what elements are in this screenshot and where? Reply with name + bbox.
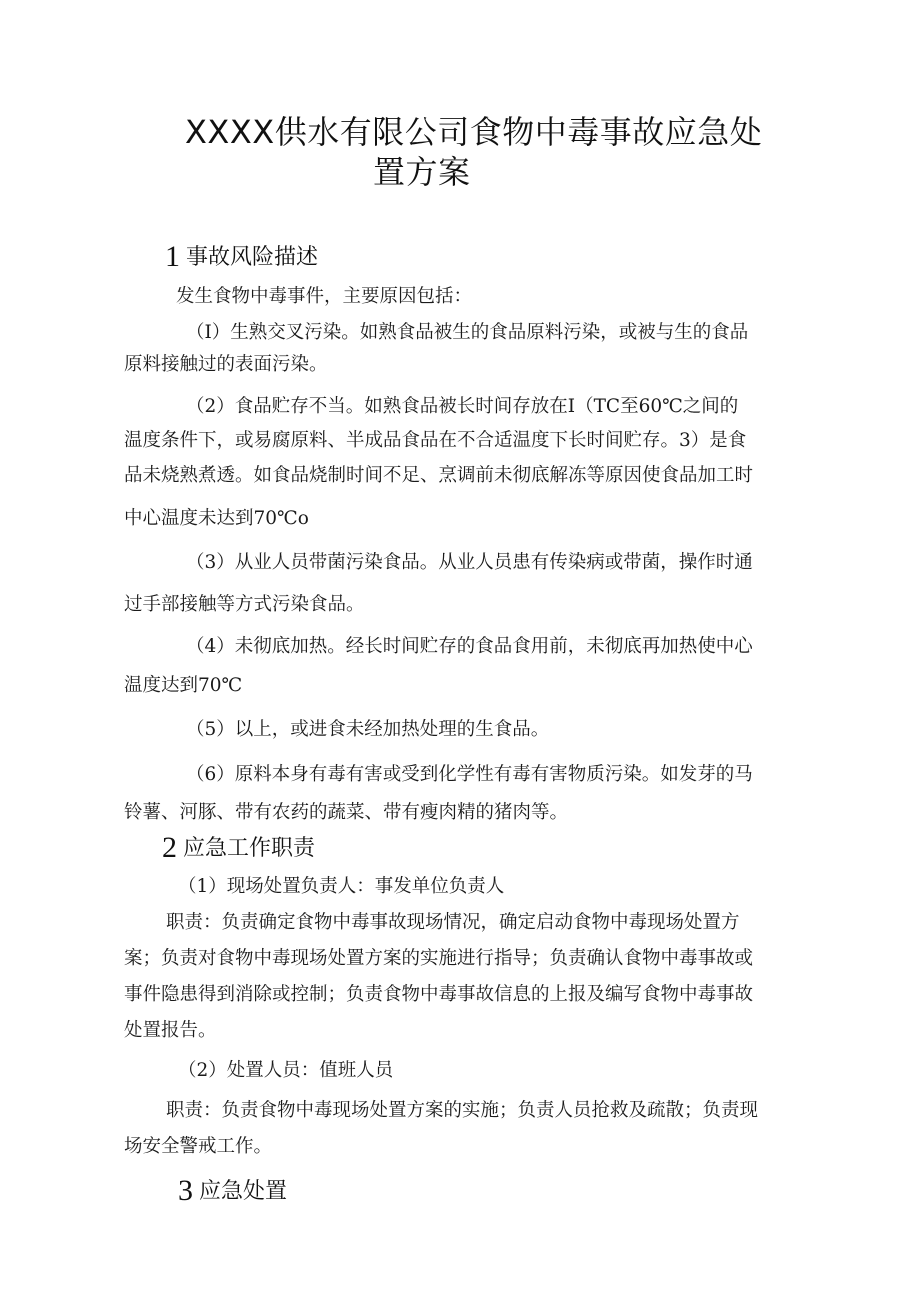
paragraph-2-line-4: 中心温度未达到70℃o	[124, 508, 309, 529]
duty-1-line-4: 处置报告。	[124, 1020, 217, 1041]
duty-1-line-1: 职责：负责确定食物中毒事故现场情况，确定启动食物中毒现场处置方	[166, 912, 740, 933]
section-2-title: 应急工作职责	[183, 836, 316, 861]
section-1-intro: 发生食物中毒事件，主要原因包括：	[176, 286, 473, 307]
paragraph-3-line-2: 过手部接触等方式污染食品。	[124, 594, 365, 615]
duty-1-line-3: 事件隐患得到消除或控制；负责食物中毒事故信息的上报及编写食物中毒事故	[124, 984, 754, 1005]
document-title-line-1: XXXX供水有限公司食物中毒事故应急处	[185, 113, 763, 151]
section-1-heading	[165, 242, 318, 273]
document-title-line-2: 置方案	[373, 153, 471, 191]
section-3-heading	[178, 1176, 287, 1207]
section-2-number: 2	[162, 831, 177, 864]
paragraph-4-line-1: （4）未彻底加热。经长时间贮存的食品食用前，未彻底再加热使中心	[186, 636, 753, 657]
paragraph-6-line-2: 铃薯、河豚、带有农药的蔬菜、带有瘦肉精的猪肉等。	[124, 802, 569, 823]
paragraph-5-line-1: （5）以上，或进食未经加热处理的生食品。	[186, 719, 550, 740]
paragraph-1-line-1: （I）生熟交叉污染。如熟食品被生的食品原料污染，或被与生的食品	[186, 322, 749, 343]
section-2-heading	[162, 833, 315, 864]
section-1-number: 1	[165, 240, 180, 273]
section-1-title: 事故风险描述	[186, 245, 319, 270]
paragraph-1-line-2: 原料接触过的表面污染。	[124, 354, 328, 375]
paragraph-2-line-1: （2）食品贮存不当。如熟食品被长时间存放在I（TC至60℃之间的	[186, 396, 739, 417]
section-3-title: 应急处置	[199, 1179, 288, 1204]
paragraph-2-line-2: 温度条件下，或易腐原料、半成品食品在不合适温度下长时间贮存。3）是食	[124, 430, 747, 451]
paragraph-3-line-1: （3）从业人员带菌污染食品。从业人员患有传染病或带菌，操作时通	[186, 552, 753, 573]
role-2: （2）处置人员：值班人员	[178, 1060, 394, 1081]
duty-2-line-1: 职责：负责食物中毒现场处置方案的实施；负责人员抢救及疏散；负责现	[166, 1100, 759, 1121]
duty-2-line-2: 场安全警戒工作。	[124, 1136, 273, 1157]
section-3-number: 3	[178, 1174, 193, 1207]
paragraph-4-line-2: 温度达到70℃	[124, 675, 243, 696]
paragraph-2-line-3: 品未烧熟煮透。如食品烧制时间不足、烹调前未彻底解冻等原因使食品加工时	[124, 465, 754, 486]
duty-1-line-2: 案；负责对食物中毒现场处置方案的实施进行指导；负责确认食物中毒事故或	[124, 948, 754, 969]
paragraph-6-line-1: （6）原料本身有毒有害或受到化学性有毒有害物质污染。如发芽的马	[186, 764, 753, 785]
role-1: （1）现场处置负责人：事发单位负责人	[178, 876, 505, 897]
